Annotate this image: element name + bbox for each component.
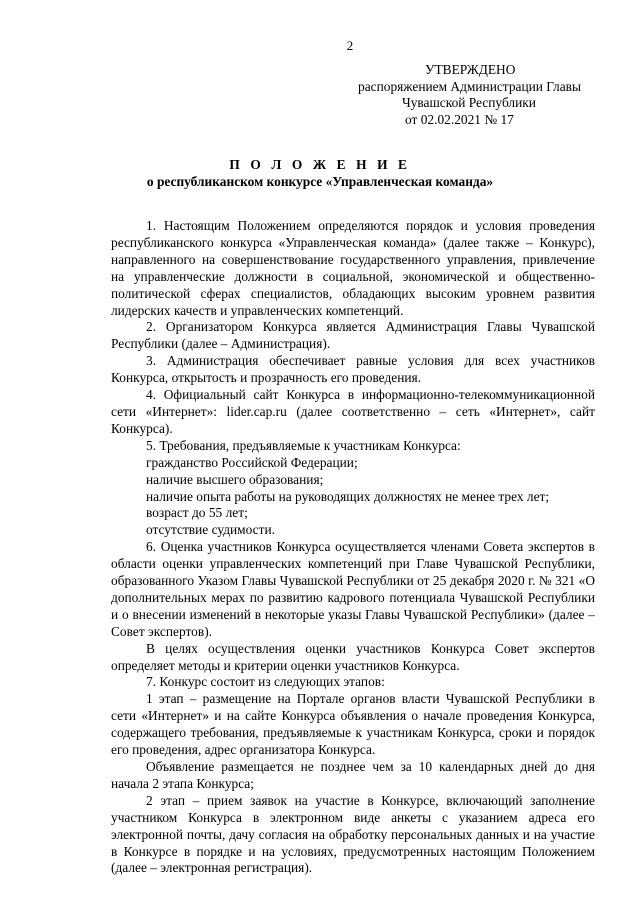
stage-1: 1 этап – размещение на Портале органов власти Чувашской Республики в сети «Интернет» и на сайте Конкурса объявления о начале проведения Конкурса, содержащего требования, предъявляемые к участникам Конкурса, сроки и порядок его проведения, адрес организатора Конкурса. bbox=[111, 691, 595, 758]
requirement-item: гражданство Российской Федерации; bbox=[146, 454, 358, 470]
paragraph-3: 3. Администрация обеспечивает равные условия для всех участников Конкурса, открытость и прозрачность его проведения. bbox=[111, 353, 595, 386]
approval-date-number: от 02.02.2021 № 17 bbox=[405, 111, 514, 127]
paragraph-1: 1. Настоящим Положением определяются порядок и условия проведения республиканского конкурса «Управленческая команда» (далее также – Конкурс), направленного на совершенствование государственного управления, привлечение на управленческие должности в социальной, экономической и общественно-политической сферах специалистов, обладающих высоким уровнем развития лидерских качеств и управленческих компетенций. bbox=[111, 218, 595, 318]
document-title: П О Л О Ж Е Н И Е bbox=[229, 157, 411, 172]
stage-1-announcement: Объявление размещается не позднее чем за 10 календарных дней до дня начала 2 этапа Конкурса; bbox=[111, 759, 595, 791]
approval-authority: распоряжением Администрации Главы bbox=[358, 78, 581, 94]
requirement-item: отсутствие судимости. bbox=[146, 522, 275, 538]
paragraph-2: 2. Организатором Конкурса является Администрация Главы Чувашской Республики (далее – Администрация). bbox=[111, 319, 595, 352]
requirement-item: наличие высшего образования; bbox=[146, 471, 324, 487]
paragraph-6: 6. Оценка участников Конкурса осуществляется членами Совета экспертов в области оценки управленческих компетенций при Главе Чувашской Республики, образованного Указом Главы Чувашской Республики от 25 декабря 2020 г. № 321 «О дополнительных мерах по развитию кадрового потенциала Чувашской Республики и о внесении изменений в некоторые указы Главы Чувашской Республики» (далее – Совет экспертов). bbox=[111, 539, 595, 639]
paragraph-4: 4. Официальный сайт Конкурса в информационно-телекоммуникационной сети «Интернет»: lider.cap.ru (далее соответственно – сеть «Интернет», сайт Конкурса). bbox=[111, 387, 595, 436]
document-body bbox=[111, 218, 595, 877]
paragraph-6-continued: В целях осуществления оценки участников Конкурса Совет экспертов определяет методы и критерии оценки участников Конкурса. bbox=[111, 640, 595, 673]
stage-2: 2 этап – прием заявок на участие в Конкурсе, включающий заполнение участником Конкурса в электронном виде анкеты с указанием адреса его электронной почты, дачу согласия на обработку персональных данных и на участие в Конкурсе в порядке и на условиях, предусмотренных настоящим Положением (далее – электронная регистрация). bbox=[111, 792, 595, 876]
document-subtitle: о республиканском конкурсе «Управленческая команда» bbox=[146, 174, 494, 189]
requirement-item: возраст до 55 лет; bbox=[146, 505, 248, 521]
approval-region: Чувашской Республики bbox=[402, 95, 536, 110]
requirement-item: наличие опыта работы на руководящих должностях не менее трех лет; bbox=[146, 488, 550, 504]
approval-heading: УТВЕРЖДЕНО bbox=[425, 62, 516, 77]
paragraph-5: 5. Требования, предъявляемые к участникам Конкурса: bbox=[146, 437, 461, 453]
approval-block bbox=[356, 62, 581, 128]
page-number: 2 bbox=[346, 38, 354, 53]
paragraph-7: 7. Конкурс состоит из следующих этапов: bbox=[146, 674, 385, 690]
